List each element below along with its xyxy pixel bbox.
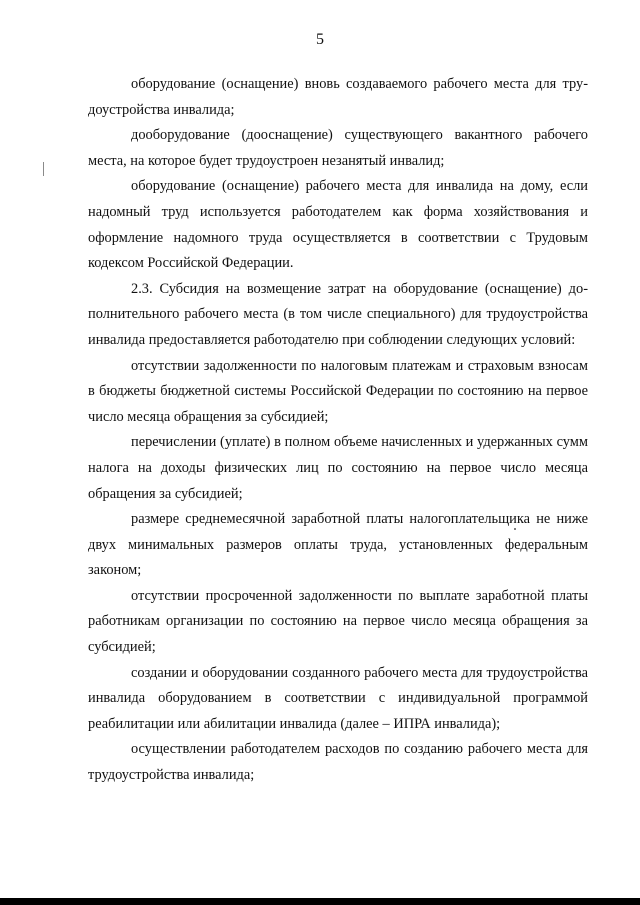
paragraph: оборудование (оснащение) рабочего места для инвалида на дому, если надомный труд используется работодателем как форма хозяйствования и оформление надомного труда осуществляется в соответствии с Трудовым кодексом Российской Федерации. [88, 178, 588, 272]
scan-dot [514, 528, 516, 530]
paragraph: создании и оборудовании созданного рабочего места для трудоустройства инвалида оборудованием в соответствии с индивидуальной программой реабилитации или абилитации инвалида (далее – ИПРА инвалида); [88, 664, 588, 732]
scan-bottom-edge [0, 898, 640, 905]
page-number: 5 [316, 31, 324, 48]
paragraph: отсутствии просроченной задолженности по выплате заработной платы работникам организации по состоянию на первое число месяца обращения за субсидией; [88, 587, 588, 656]
paragraph: осуществлении работодателем расходов по созданию рабочего места для трудоустройства инвалида; [88, 741, 588, 784]
paragraph: оборудование (оснащение) вновь создаваемого рабочего места для трудоустройства инвалида; [88, 76, 588, 118]
paragraph: 2.3. Субсидия на возмещение затрат на оборудование (оснащение) дополнительного рабочего места (в том числе специального) для трудоустройства инвалида предоставляется работодателю при соблюдении следующих условий: [88, 280, 588, 348]
paragraph: размере среднемесячной заработной платы налогоплательщика не ниже двух минимальных размеров оплаты труда, установленных федеральным законом; [88, 511, 588, 579]
scan-margin-mark [43, 162, 44, 176]
paragraph: отсутствии задолженности по налоговым платежам и страховым взносам в бюджеты бюджетной системы Российской Федерации по состоянию на первое число месяца обращения за субсидией; [88, 357, 588, 425]
paragraph: дооборудование (дооснащение) существующего вакантного рабочего места, на которое будет трудоустроен незанятый инвалид; [88, 127, 588, 169]
document-body [88, 72, 588, 789]
paragraph: перечислении (уплате) в полном объеме начисленных и удержанных сумм налога на доходы физических лиц по состоянию на первое число месяца обращения за субсидией; [88, 434, 588, 502]
